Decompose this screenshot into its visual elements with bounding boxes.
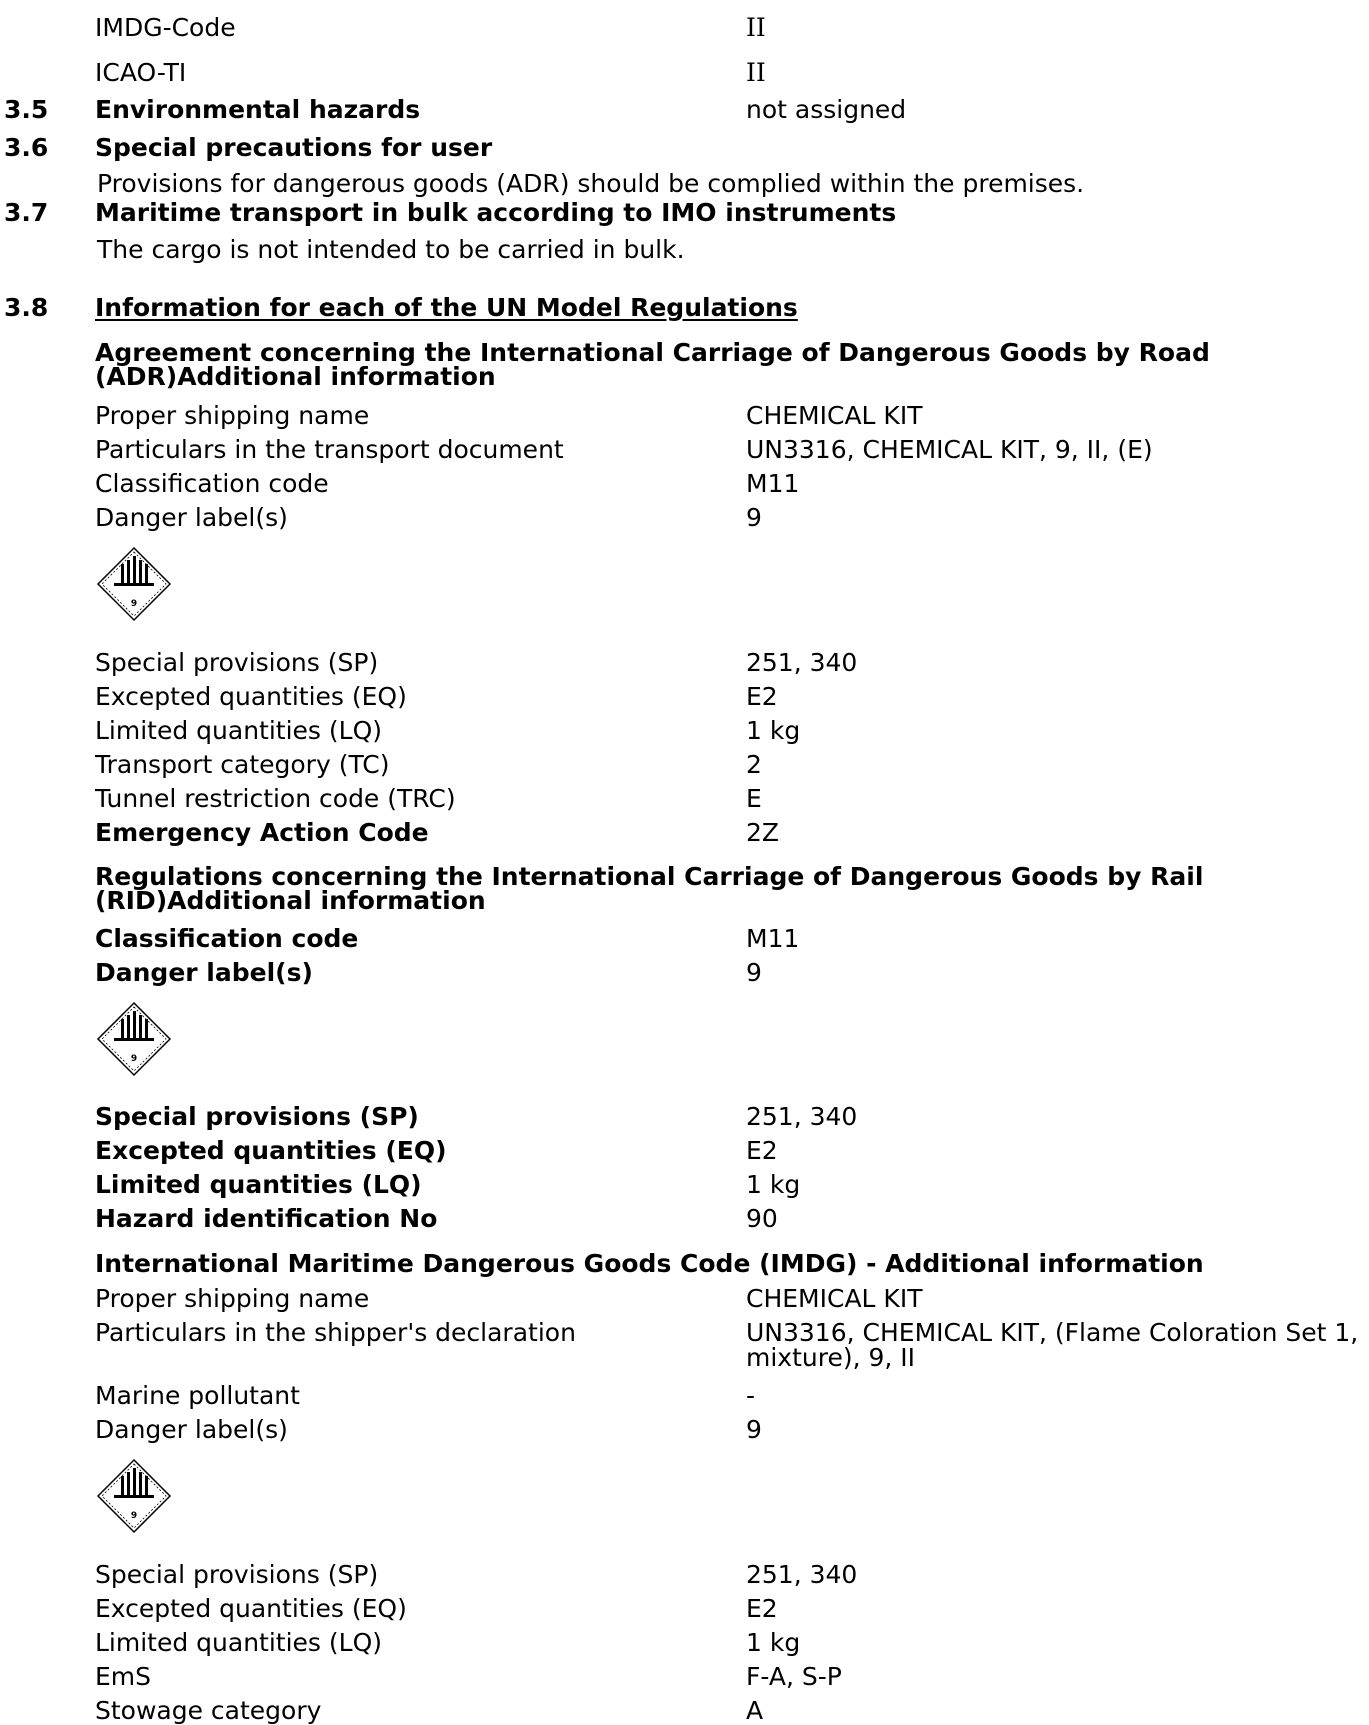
adr-label: Special provisions (SP) [95, 648, 379, 677]
class-9-hazard-label-icon [96, 1001, 172, 1077]
adr-heading: Agreement concerning the International Carriage of Dangerous Goods by Road (ADR)Additional information [95, 338, 1210, 391]
section-3-8-title: Information for each of the UN Model Regulations [95, 293, 798, 322]
adr-value: 2Z [746, 818, 780, 847]
adr-value: E [746, 784, 762, 813]
rid-heading: Regulations concerning the International Carriage of Dangerous Goods by Rail (RID)Additional information [95, 862, 1204, 915]
rid-label: Special provisions (SP) [95, 1102, 419, 1131]
imdg-label: Excepted quantities (EQ) [95, 1594, 407, 1623]
rid-value: 1 kg [746, 1170, 801, 1199]
adr-label: Proper shipping name [95, 401, 370, 430]
adr-label: Danger label(s) [95, 503, 288, 532]
rid-label: Hazard identification No [95, 1204, 438, 1233]
rid-label: Limited quantities (LQ) [95, 1170, 422, 1199]
imdg-value: A [746, 1696, 764, 1725]
imdg-label: Proper shipping name [95, 1284, 370, 1313]
section-3-7-title: Maritime transport in bulk according to IMO instruments [95, 198, 897, 227]
imdg-value: CHEMICAL KIT [746, 1284, 923, 1313]
adr-value: 2 [746, 750, 762, 779]
imdg-value: 9 [746, 1415, 762, 1444]
rid-label: Classification code [95, 924, 359, 953]
imdg-heading: International Maritime Dangerous Goods Code (IMDG) - Additional information [95, 1249, 1204, 1278]
rid-label: Danger label(s) [95, 958, 313, 987]
section-3-5-title: Environmental hazards [95, 95, 421, 124]
adr-label: Transport category (TC) [95, 750, 390, 779]
icao-ti-value: II [746, 58, 766, 87]
imdg-value: 1 kg [746, 1628, 801, 1657]
section-3-7-number: 3.7 [4, 198, 49, 227]
rid-value: 90 [746, 1204, 778, 1233]
imdg-value: 251, 340 [746, 1560, 858, 1589]
adr-value: E2 [746, 682, 778, 711]
adr-value: M11 [746, 469, 800, 498]
section-3-6-title: Special precautions for user [95, 133, 493, 162]
section-3-6-number: 3.6 [4, 133, 49, 162]
section-3-6-text: Provisions for dangerous goods (ADR) should be complied within the premises. [97, 169, 1085, 198]
imdg-label: Stowage category [95, 1696, 322, 1725]
adr-label: Classification code [95, 469, 329, 498]
imdg-label: Marine pollutant [95, 1381, 300, 1410]
adr-label: Emergency Action Code [95, 818, 429, 847]
adr-label: Limited quantities (LQ) [95, 716, 383, 745]
class-9-hazard-label-icon [96, 1458, 172, 1534]
rid-value: E2 [746, 1136, 778, 1165]
section-3-5-number: 3.5 [4, 95, 49, 124]
imdg-value: - [746, 1381, 756, 1410]
imdg-value: UN3316, CHEMICAL KIT, (Flame Coloration Set 1, [746, 1318, 1359, 1347]
adr-value: 9 [746, 503, 762, 532]
imdg-label: Particulars in the shipper's declaration [95, 1318, 576, 1347]
rid-value: M11 [746, 924, 800, 953]
adr-label: Excepted quantities (EQ) [95, 682, 407, 711]
rid-value: 251, 340 [746, 1102, 858, 1131]
icao-ti-label: ICAO-TI [95, 58, 187, 87]
rid-label: Excepted quantities (EQ) [95, 1136, 447, 1165]
imdg-label: Danger label(s) [95, 1415, 288, 1444]
adr-value: UN3316, CHEMICAL KIT, 9, II, (E) [746, 435, 1153, 464]
section-3-5-value: not assigned [746, 95, 907, 124]
hazard-class-digit: 9 [130, 599, 138, 609]
imdg-value-continued: mixture), 9, II [746, 1343, 916, 1372]
hazard-class-digit: 9 [130, 1054, 138, 1064]
imdg-value: F-A, S-P [746, 1662, 842, 1691]
imdg-code-label: IMDG-Code [95, 13, 236, 42]
adr-value: 1 kg [746, 716, 801, 745]
adr-value: 251, 340 [746, 648, 858, 677]
adr-label: Particulars in the transport document [95, 435, 564, 464]
adr-value: CHEMICAL KIT [746, 401, 923, 430]
imdg-label: EmS [95, 1662, 152, 1691]
section-3-7-text: The cargo is not intended to be carried in bulk. [97, 235, 685, 264]
rid-value: 9 [746, 958, 762, 987]
section-3-8-number: 3.8 [4, 293, 49, 322]
imdg-label: Limited quantities (LQ) [95, 1628, 383, 1657]
imdg-code-value: II [746, 13, 766, 42]
imdg-label: Special provisions (SP) [95, 1560, 379, 1589]
hazard-class-digit: 9 [130, 1511, 138, 1521]
imdg-value: E2 [746, 1594, 778, 1623]
adr-label: Tunnel restriction code (TRC) [95, 784, 456, 813]
class-9-hazard-label-icon [96, 546, 172, 622]
